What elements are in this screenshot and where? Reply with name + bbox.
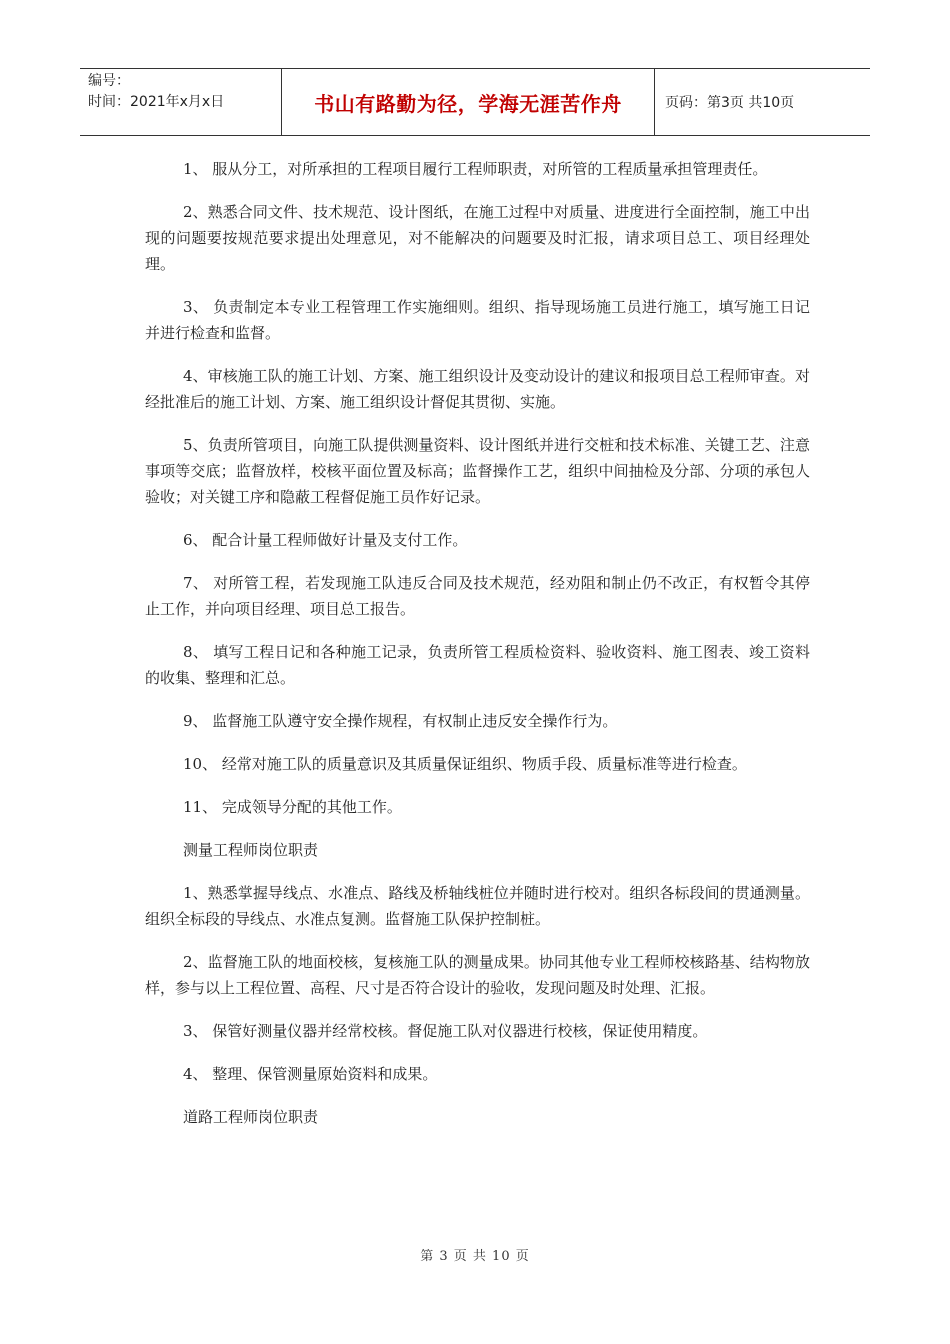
doc-number-label: 编号： bbox=[88, 73, 130, 89]
paragraph: 5、负责所管项目，向施工队提供测量资料、设计图纸并进行交桩和技术标准、关键工艺、注意事项等交底；监督放样，校核平面位置及标高；监督操作工艺，组织中间抽检及分部、分项的承包人验收；对关键工序和隐蔽工程督促施工员作好记录。 bbox=[145, 436, 810, 506]
paragraph: 3、 负责制定本专业工程管理工作实施细则。组织、指导现场施工员进行施工，填写施工日记并进行检查和监督。 bbox=[145, 298, 810, 342]
paragraph: 4、 整理、保管测量原始资料和成果。 bbox=[183, 1065, 438, 1083]
header-page-code: 页码：第3页 共10页 bbox=[665, 95, 795, 111]
paragraph: 7、 对所管工程，若发现施工队违反合同及技术规范，经劝阻和制止仍不改正，有权暂令其停止工作，并向项目经理、项目总工报告。 bbox=[145, 574, 810, 618]
header-page-cell bbox=[655, 69, 870, 135]
paragraph: 3、 保管好测量仪器并经常校核。督促施工队对仪器进行校核，保证使用精度。 bbox=[183, 1022, 708, 1040]
paragraph: 11、 完成领导分配的其他工作。 bbox=[183, 798, 402, 816]
header-motto: 书山有路勤为径，学海无涯苦作舟 bbox=[314, 91, 622, 116]
document-body bbox=[145, 156, 810, 1147]
paragraph: 10、 经常对施工队的质量意识及其质量保证组织、物质手段、质量标准等进行检查。 bbox=[183, 755, 747, 773]
page-footer: 第 3 页 共 10 页 bbox=[420, 1249, 530, 1264]
paragraph: 8、 填写工程日记和各种施工记录，负责所管工程质检资料、验收资料、施工图表、竣工资料的收集、整理和汇总。 bbox=[145, 643, 810, 687]
paragraph: 9、 监督施工队遵守安全操作规程，有权制止违反安全操作行为。 bbox=[183, 712, 618, 730]
header-motto-cell bbox=[282, 69, 655, 135]
section-heading: 测量工程师岗位职责 bbox=[183, 841, 319, 859]
paragraph: 2、监督施工队的地面校核，复核施工队的测量成果。协同其他专业工程师校核路基、结构物放样，参与以上工程位置、高程、尺寸是否符合设计的验收，发现问题及时处理、汇报。 bbox=[145, 953, 810, 997]
paragraph: 4、审核施工队的施工计划、方案、施工组织设计及变动设计的建议和报项目总工程师审查。对经批准后的施工计划、方案、施工组织设计督促其贯彻、实施。 bbox=[145, 367, 810, 411]
section-heading: 道路工程师岗位职责 bbox=[183, 1108, 319, 1126]
paragraph: 2、熟悉合同文件、技术规范、设计图纸，在施工过程中对质量、进度进行全面控制，施工中出现的问题要按规范要求提出处理意见，对不能解决的问题要及时汇报，请求项目总工、项目经理处理。 bbox=[145, 203, 810, 273]
paragraph: 6、 配合计量工程师做好计量及支付工作。 bbox=[183, 531, 468, 549]
paragraph: 1、 服从分工，对所承担的工程项目履行工程师职责，对所管的工程质量承担管理责任。 bbox=[183, 160, 768, 178]
header-meta bbox=[80, 69, 282, 135]
paragraph: 1、熟悉掌握导线点、水准点、路线及桥轴线桩位并随时进行校对。组织各标段间的贯通测量。组织全标段的导线点、水准点复测。监督施工队保护控制桩。 bbox=[145, 884, 810, 928]
document-header bbox=[80, 68, 870, 136]
doc-time-label: 时间：2021年x月x日 bbox=[88, 94, 225, 110]
